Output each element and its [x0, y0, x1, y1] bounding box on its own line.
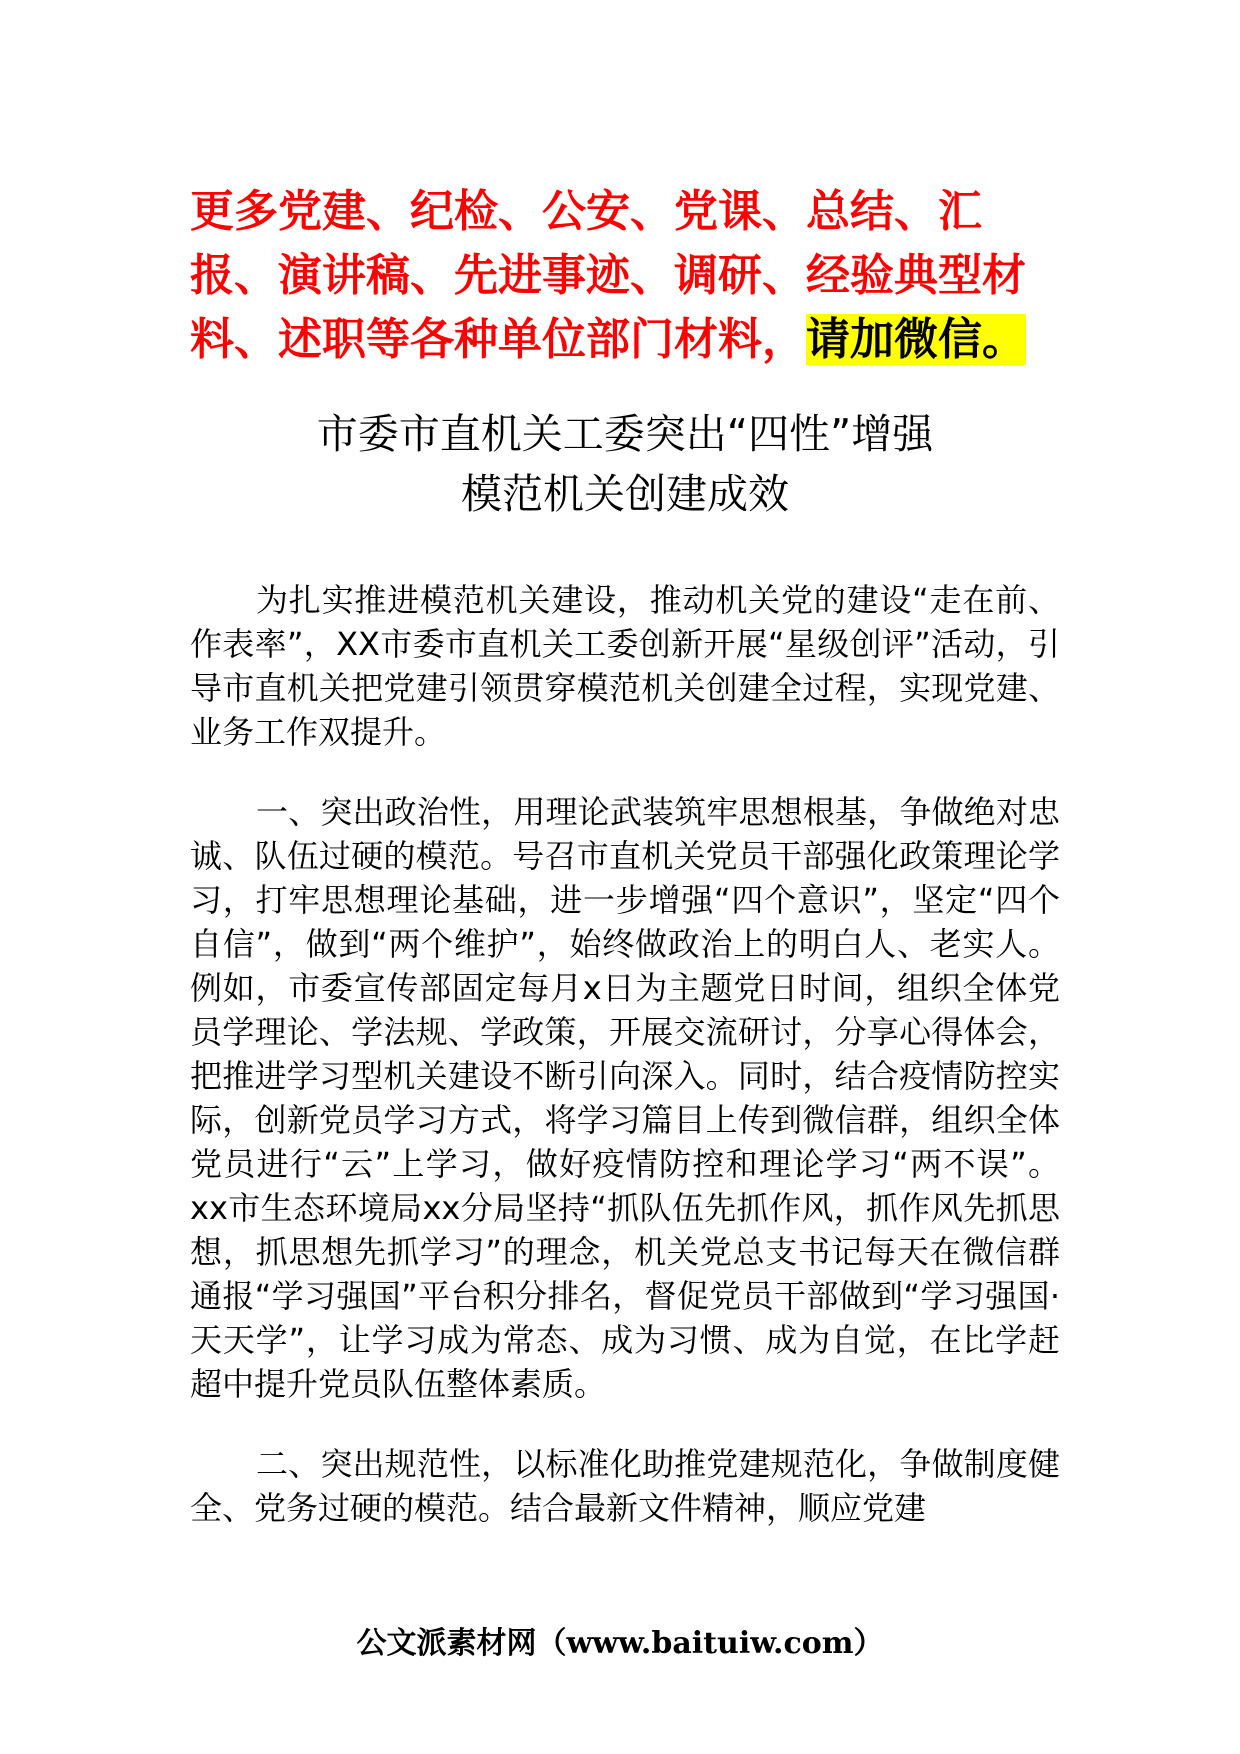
footer-source: 公文派素材网（www.baituiw.com） — [356, 1626, 884, 1661]
promo-banner — [190, 180, 1060, 372]
promo-text: 更多党建、纪检、公安、党课、总结、汇报、演讲稿、先进事迹、调研、经验典型材料、述职等各种单位部门材料， — [190, 186, 1026, 365]
promo-highlight: 请加微信。 — [806, 314, 1026, 365]
title-line-2: 模范机关创建成效 — [461, 470, 789, 518]
paragraph-intro: 为扎实推进模范机关建设，推动机关党的建设“走在前、作表率”，XX市委市直机关工委创新开展“星级创评”活动，引导市直机关把党建引领贯穿模范机关创建全过程，实现党建、业务工作双提升。 — [190, 581, 1060, 751]
title-line-1: 市委市直机关工委突出“四性”增强 — [316, 410, 934, 458]
document-page — [190, 180, 1060, 1530]
paragraph-section-1: 一、突出政治性，用理论武装筑牢思想根基，争做绝对忠诚、队伍过硬的模范。号召市直机关党员干部强化政策理论学习，打牢思想理论基础，进一步增强“四个意识”，坚定“四个自信”，做到“两个维护”，始终做政治上的明白人、老实人。例如，市委宣传部固定每月x日为主题党日时间，组织全体党员学理论、学法规、学政策，开展交流研讨，分享心得体会，把推进学习型机关建设不断引向深入。同时，结合疫情防控实际，创新党员学习方式，将学习篇目上传到微信群，组织全体党员进行“云”上学习，做好疫情防控和理论学习“两不误”。xx市生态环境局xx分局坚持“抓队伍先抓作风，抓作风先抓思想，抓思想先抓学习”的理念，机关党总支书记每天在微信群通报“学习强国”平台积分排名，督促党员干部做到“学习强国·天天学”，让学习成为常态、成为习惯、成为自觉，在比学赶超中提升党员队伍整体素质。 — [190, 793, 1060, 1403]
paragraph-section-2: 二、突出规范性，以标准化助推党建规范化，争做制度健全、党务过硬的模范。结合最新文件精神，顺应党建 — [190, 1445, 1060, 1527]
document-title — [190, 404, 1060, 524]
